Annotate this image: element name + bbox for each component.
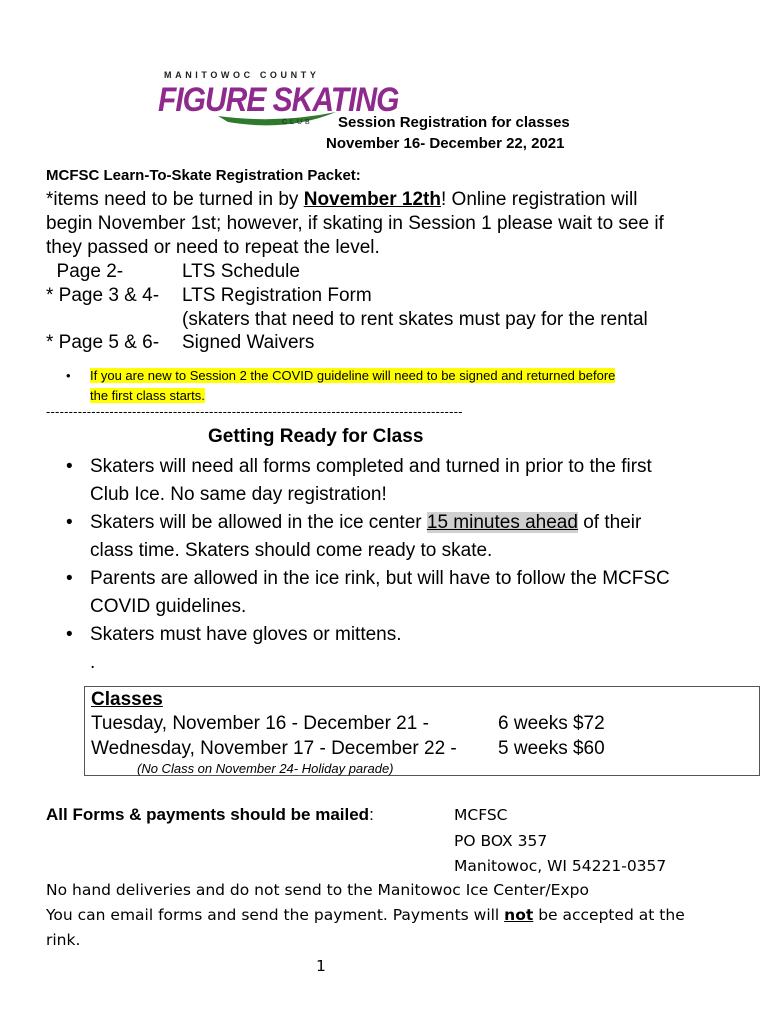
section-divider: -------------------------------------------------------------------------------------------- — [46, 404, 463, 419]
classes-title: Classes — [91, 689, 163, 710]
bullet-2-line-2: class time. Skaters should come ready to skate. — [90, 540, 493, 561]
list-item — [90, 621, 670, 649]
club-logo — [158, 70, 399, 132]
footer-line-2-post: be accepted at the — [533, 906, 685, 924]
bullet-2-post: of their — [577, 512, 642, 533]
page-desc-1: LTS Schedule — [182, 261, 300, 282]
bullet-1-line-1: Skaters will need all forms completed and turned in prior to the first — [90, 456, 652, 477]
mail-address-3: Manitowoc, WI 54221-0357 — [454, 857, 667, 875]
bullet-2-pre: Skaters will be allowed in the ice center — [90, 512, 427, 533]
intro-line-2: begin November 1st; however, if skating in Session 1 please wait to see if — [46, 213, 664, 234]
class-dates-1: Tuesday, November 16 - December 21 - — [91, 713, 429, 734]
session-dates: November 16- December 22, 2021 — [326, 135, 565, 152]
covid-bullet-icon: • — [66, 368, 71, 383]
intro-post: ! Online registration will — [441, 189, 638, 210]
page-label-4: * Page 5 & 6- — [46, 332, 160, 353]
bullet-2-highlight: 15 minutes ahead — [426, 512, 578, 533]
footer-line-3: rink. — [46, 931, 81, 949]
covid-note-line-2: the first class starts. — [90, 388, 205, 403]
list-item — [90, 565, 670, 593]
classes-box — [84, 686, 760, 776]
intro-pre: *items need to be turned in by — [46, 189, 304, 210]
class-price-2: 5 weeks $60 — [498, 738, 605, 759]
footer-not: not — [504, 906, 534, 924]
page-desc-3: (skaters that need to rent skates must pay for the rental — [182, 309, 648, 330]
mail-colon: : — [369, 805, 374, 824]
mail-instructions — [46, 805, 374, 825]
mail-address-2: PO BOX 357 — [454, 832, 548, 850]
bullet-4-line-2: . — [90, 652, 96, 673]
class-price-1: 6 weeks $72 — [498, 713, 605, 734]
logo-club-text: CLUB — [282, 119, 313, 126]
getting-ready-title: Getting Ready for Class — [208, 426, 424, 447]
footer-line-2 — [46, 906, 685, 924]
page-label-2: * Page 3 & 4- — [46, 285, 160, 306]
logo-swoosh-icon — [218, 110, 338, 132]
page-number: 1 — [316, 957, 326, 975]
intro-line-3: they passed or need to repeat the level. — [46, 237, 380, 258]
bullet-3-line-1: Parents are allowed in the ice rink, but will have to follow the MCFSC — [90, 568, 670, 589]
logo-top-text: MANITOWOC COUNTY — [164, 70, 320, 80]
packet-title: MCFSC Learn-To-Skate Registration Packet: — [46, 167, 361, 184]
mail-address-1: MCFSC — [454, 806, 508, 824]
mail-label: All Forms & payments should be mailed — [46, 805, 370, 824]
bullet-1-line-2: Club Ice. No same day registration! — [90, 484, 387, 505]
getting-ready-list — [90, 453, 670, 677]
page-label-1: Page 2- — [46, 261, 124, 282]
bullet-4-line-1: Skaters must have gloves or mittens. — [90, 624, 402, 645]
page-desc-4: Signed Waivers — [182, 332, 315, 353]
page-desc-2: LTS Registration Form — [182, 285, 372, 306]
bullet-3-line-2: COVID guidelines. — [90, 596, 247, 617]
class-dates-2: Wednesday, November 17 - December 22 - — [91, 738, 457, 759]
list-item — [90, 453, 670, 481]
covid-note — [66, 366, 616, 406]
list-item — [90, 509, 670, 537]
covid-note-line-1: If you are new to Session 2 the COVID guideline will need to be signed and returned before — [90, 368, 616, 383]
intro-line-1 — [46, 188, 637, 212]
footer-line-2-pre: You can email forms and send the payment. Payments will — [46, 906, 505, 924]
intro-deadline: November 12th — [303, 189, 441, 210]
footer-line-1: No hand deliveries and do not send to the Manitowoc Ice Center/Expo — [46, 881, 589, 899]
logo-main-text: FIGURE SKATING — [158, 81, 399, 119]
session-title: Session Registration for classes — [338, 114, 570, 131]
classes-note: (No Class on November 24- Holiday parade) — [137, 761, 394, 776]
